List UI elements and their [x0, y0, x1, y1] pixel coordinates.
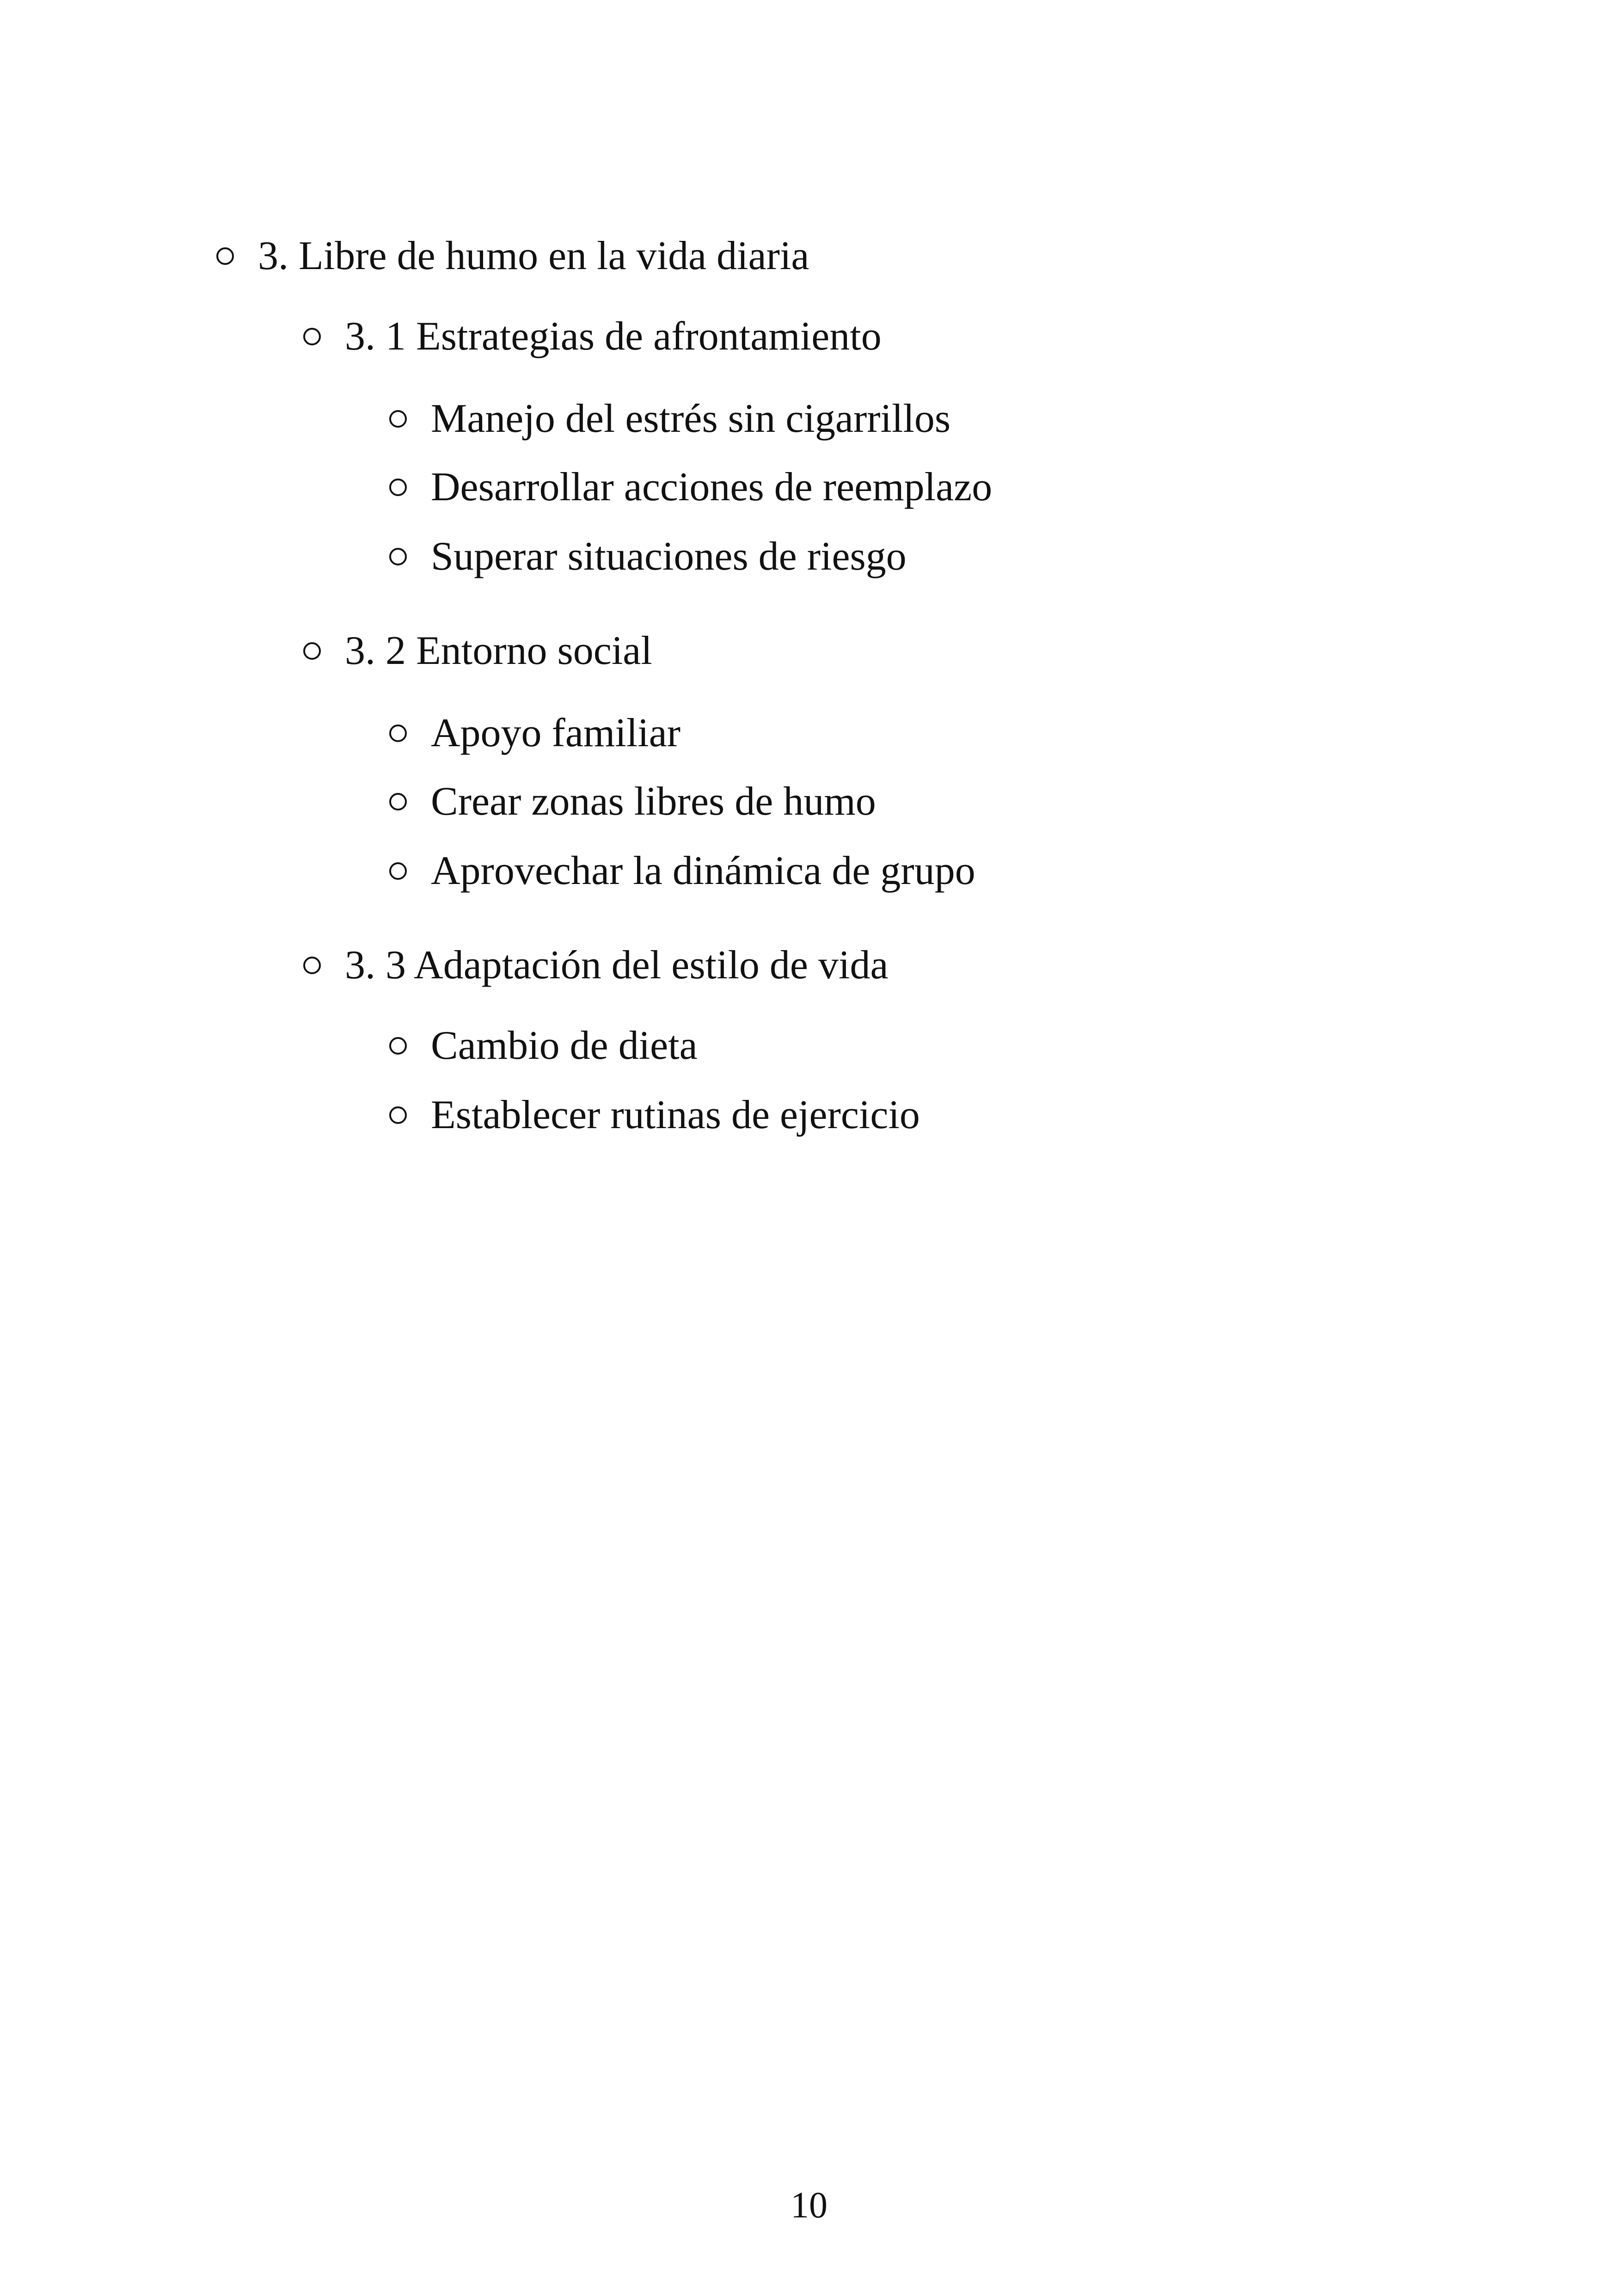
outline-heading-text: 3. Libre de humo en la vida diaria [258, 233, 809, 278]
circle-bullet-icon [389, 548, 407, 565]
outline-heading [216, 233, 809, 278]
list-item [389, 467, 992, 508]
section-title [303, 945, 889, 986]
circle-bullet-icon [303, 328, 321, 345]
list-item-text: Superar situaciones de riesgo [431, 534, 907, 579]
circle-bullet-icon [216, 247, 234, 265]
list-item [389, 396, 951, 441]
list-item-text: Crear zonas libres de humo [431, 779, 876, 824]
list-item [389, 848, 975, 893]
circle-bullet-icon [389, 793, 407, 810]
list-item [389, 713, 680, 754]
circle-bullet-icon [389, 479, 407, 496]
list-item [389, 781, 876, 822]
circle-bullet-icon [389, 724, 407, 742]
circle-bullet-icon [389, 1037, 407, 1055]
page-number: 10 [791, 2185, 827, 2226]
list-item-text: Desarrollar acciones de reemplazo [431, 465, 993, 510]
list-item [389, 1025, 698, 1066]
section-title-text: 3. 1 Estrategias de afrontamiento [345, 314, 882, 359]
list-item-text: Establecer rutinas de ejercicio [431, 1093, 920, 1137]
circle-bullet-icon [303, 957, 321, 974]
section-title-text: 3. 3 Adaptación del estilo de vida [345, 943, 889, 988]
list-item-text: Aprovechar la dinámica de grupo [431, 848, 975, 893]
list-item [389, 1095, 920, 1136]
circle-bullet-icon [303, 642, 321, 660]
section-title-text: 3. 2 Entorno social [345, 628, 652, 673]
list-item [389, 536, 907, 577]
section-title [303, 628, 652, 673]
list-item-text: Cambio de dieta [431, 1023, 698, 1068]
circle-bullet-icon [389, 862, 407, 880]
list-item-text: Manejo del estrés sin cigarrillos [431, 396, 951, 441]
circle-bullet-icon [389, 410, 407, 428]
list-item-text: Apoyo familiar [431, 711, 681, 755]
section-title [303, 316, 882, 357]
circle-bullet-icon [389, 1106, 407, 1124]
